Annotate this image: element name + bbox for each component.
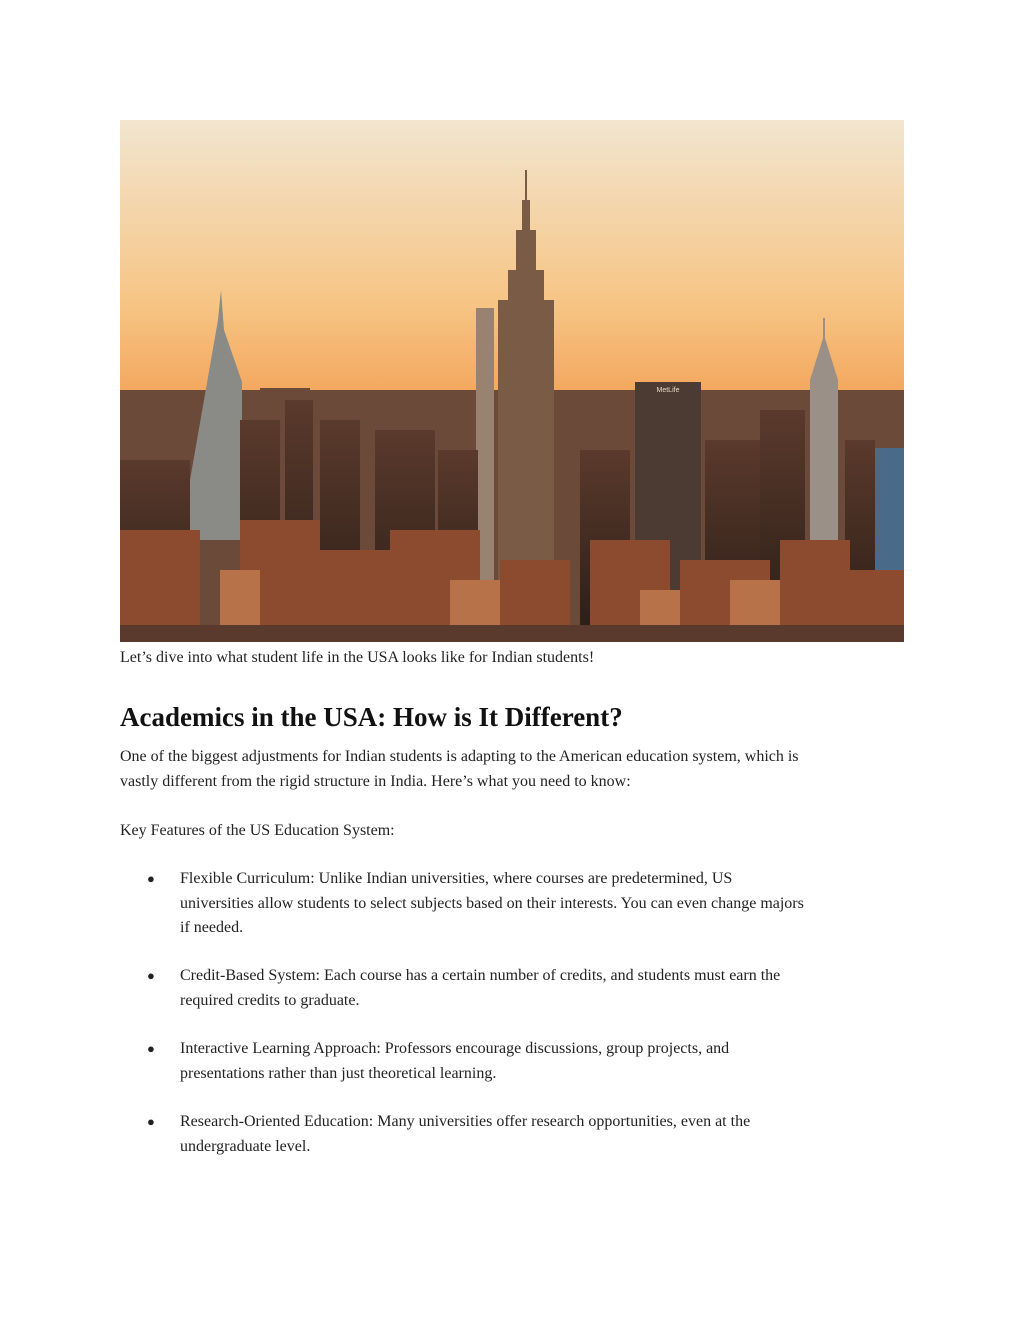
bullet-icon: ● [147, 1114, 155, 1129]
intro-line: vastly different from the rigid structure in India. Here’s what you need to know: [120, 772, 631, 790]
section-heading: Academics in the USA: How is It Different? [120, 702, 623, 732]
skyline-illustration [120, 120, 904, 642]
list-item-line: Research-Oriented Education: Many universities offer research opportunities, even at the [180, 1113, 751, 1130]
list-item [147, 867, 910, 941]
list-subheading: Key Features of the US Education System: [120, 822, 395, 839]
intro-line: One of the biggest adjustments for Indian students is adapting to the American education system, which is [120, 748, 799, 765]
skyline-photo [120, 120, 904, 642]
bullet-icon: ● [147, 871, 155, 886]
list-item [147, 964, 910, 1013]
list-item-line: presentations rather than just theoretical learning. [180, 1064, 497, 1082]
list-item-line: required credits to graduate. [180, 991, 360, 1009]
list-item-line: undergraduate level. [180, 1137, 311, 1155]
street-level [120, 625, 904, 642]
image-caption: Let’s dive into what student life in the USA looks like for Indian students! [120, 649, 595, 666]
intro-paragraph [120, 745, 910, 794]
list-item [147, 1110, 910, 1159]
list-item-line: Credit-Based System: Each course has a certain number of credits, and students must earn the [180, 967, 781, 984]
list-item-line: universities allow students to select subjects based on their interests. You can even change majors [180, 894, 804, 912]
list-item-line: Flexible Curriculum: Unlike Indian universities, where courses are predetermined, US [180, 870, 733, 887]
bullet-icon: ● [147, 968, 155, 983]
metlife-sign: MetLife [656, 387, 680, 394]
list-item-line: Interactive Learning Approach: Professors encourage discussions, group projects, and [180, 1040, 730, 1057]
bullet-icon: ● [147, 1041, 155, 1056]
list-item-line: if needed. [180, 919, 244, 936]
list-item [147, 1037, 910, 1086]
